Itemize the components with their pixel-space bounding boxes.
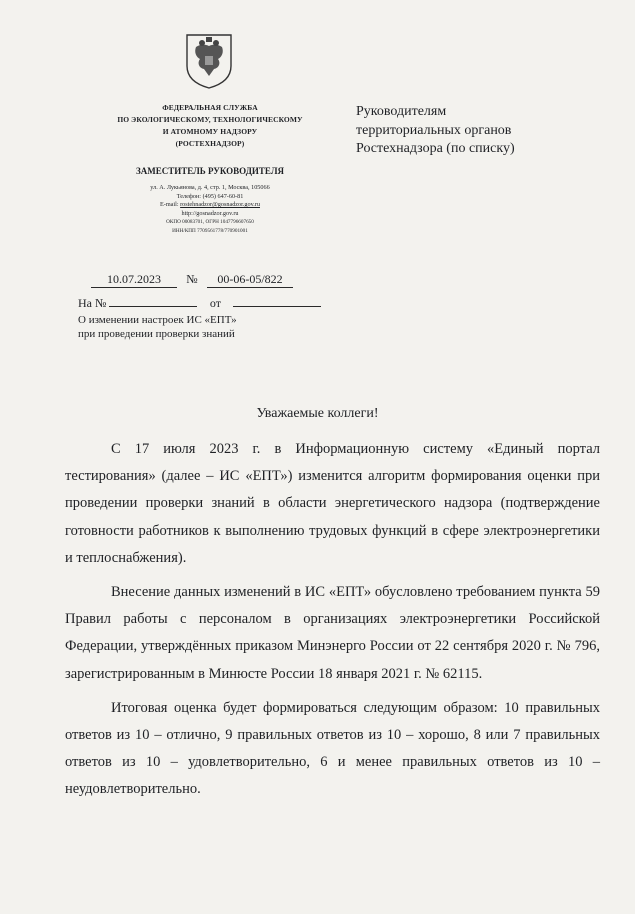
- registration-date: 10.07.2023: [91, 272, 177, 288]
- addressee-line: территориальных органов: [356, 122, 512, 138]
- agency-line: ПО ЭКОЛОГИЧЕСКОМУ, ТЕХНОЛОГИЧЕСКОМУ: [117, 115, 303, 124]
- agency-line: (РОСТЕХНАДЗОР): [175, 139, 245, 148]
- address: ул. А. Лукьянова, д. 4, стр. 1, Москва, 105066: [150, 184, 270, 191]
- body-paragraph: С 17 июля 2023 г. в Информационную систему «Единый портал тестирования» (далее – ИС «ЕПТ») изменится алгоритм формирования оценки при проведении проверки знаний в области энергетического надзора (подтверждение готовности работников к выполнению трудовых функций в сфере электроэнергетики и теплоснабжения).: [65, 441, 600, 566]
- body-paragraph: Итоговая оценка будет формироваться следующим образом: 10 правильных ответов из 10 – отлично, 9 правильных ответов из 10 – хорошо, 8 или 7 правильных ответов из 10 – удовлетворительно, 6 и менее правильных ответов из 10 – неудовлетворительно.: [65, 699, 600, 798]
- contact-block: [90, 184, 330, 236]
- reference-line: [78, 295, 321, 311]
- subject-line: при проведении проверки знаний: [78, 327, 235, 340]
- website: http://gosnadzor.gov.ru: [181, 209, 239, 217]
- ref-date-blank: [233, 295, 321, 307]
- registration-line: [91, 272, 293, 288]
- agency-line: И АТОМНОМУ НАДЗОРУ: [162, 127, 258, 136]
- addressee-line: Руководителям: [356, 104, 447, 119]
- email-link[interactable]: rostehnadzor@gosnadzor.gov.ru: [180, 201, 260, 209]
- ref-number-blank: [109, 295, 197, 307]
- phone: Телефон: (495) 647-60-81: [176, 192, 244, 200]
- agency-line: ФЕДЕРАЛЬНАЯ СЛУЖБА: [162, 103, 258, 112]
- subject-line: О изменении настроек ИС «ЕПТ»: [78, 314, 237, 326]
- letter-subject: [78, 314, 237, 341]
- letter-body: [65, 436, 600, 811]
- inn-kpp: ИНН/КПП 7709561778/770901001: [172, 227, 248, 234]
- body-paragraph: Внесение данных изменений в ИС «ЕПТ» обусловлено требованием пункта 59 Правил работы с персоналом в организациях электроэнергетики Российской Федерации, утверждённых приказом Минэнерго России от 22 сентября 2020 г. № 796, зарегистрированным в Минюсте России 18 января 2021 г. № 62115.: [65, 584, 600, 682]
- okpo-ogrn: ОКПО 00083701, ОГРН 1047796607650: [166, 219, 254, 226]
- state-emblem-icon: [183, 32, 235, 90]
- registration-number: 00-06-05/822: [207, 272, 293, 288]
- addressee-block: [356, 103, 515, 159]
- agency-name: [90, 102, 330, 150]
- addressee-line: Ростехнадзора (по списку): [356, 141, 515, 156]
- ref-from-label: от: [209, 296, 221, 310]
- email-line: [90, 201, 330, 210]
- number-label: №: [186, 272, 198, 286]
- greeting: Уважаемые коллеги!: [256, 406, 379, 421]
- sender-position: ЗАМЕСТИТЕЛЬ РУКОВОДИТЕЛЯ: [135, 166, 285, 176]
- email-label: E-mail:: [160, 201, 181, 209]
- ref-label: На №: [78, 296, 107, 310]
